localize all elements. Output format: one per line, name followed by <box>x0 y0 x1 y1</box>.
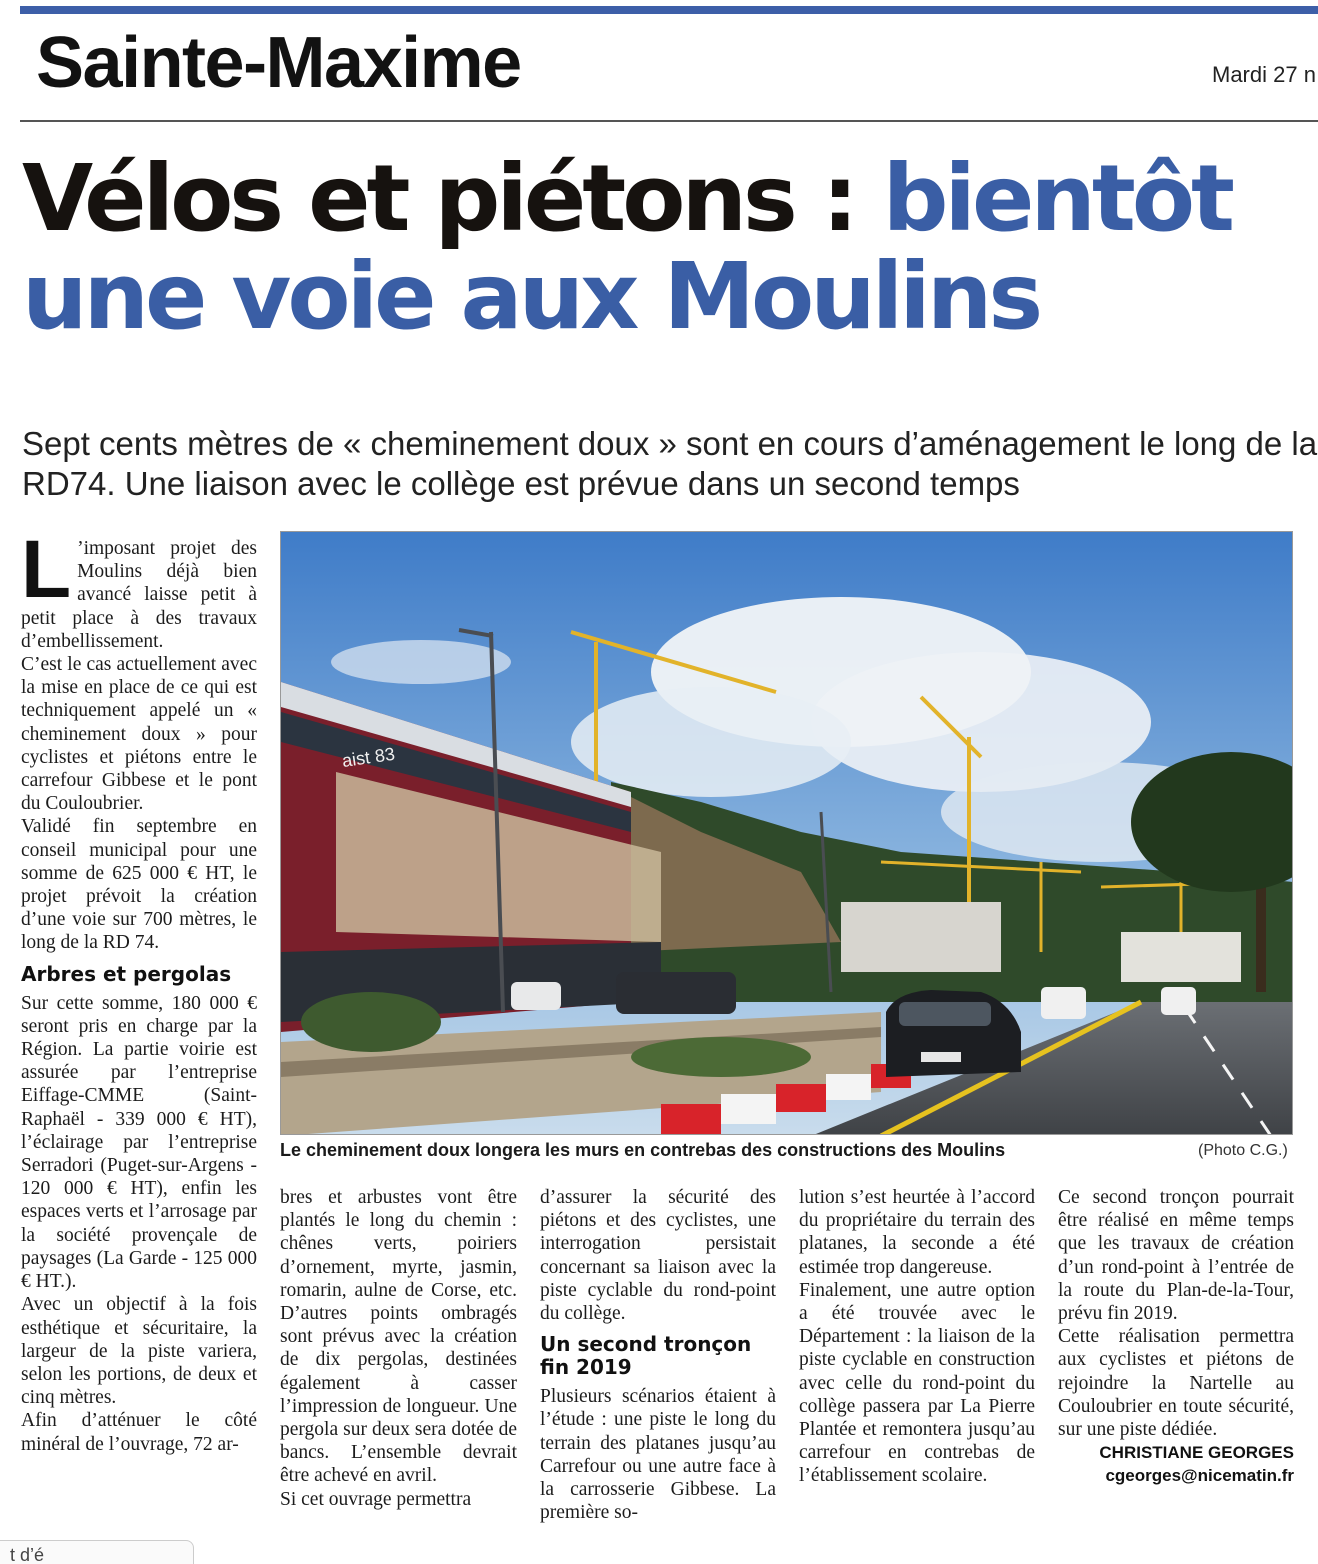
building-sign: aist 83 <box>340 743 397 771</box>
paragraph: Avec un objectif à la fois esthétique et sécuritaire, la largeur de la piste variera, selon les portions, de deux et cinq mètres. <box>21 1294 257 1409</box>
headline <box>22 145 1318 350</box>
shrubs <box>301 992 441 1052</box>
car-renault <box>886 990 1021 1077</box>
photo-illustration <box>281 532 1293 1135</box>
article-column-4 <box>799 1186 1035 1488</box>
paragraph: C’est le cas actuellement avec la mise en place de ce qui est techniquement appelé un « cheminement doux » pour cyclistes et piétons entre le carrefour Gibbese et le pont du Couloubrier. <box>21 654 257 815</box>
headline-blue: bientôt une voie aux Moulins <box>22 145 1232 350</box>
paragraph: d’assurer la sécurité des piétons et des cyclistes, une interrogation persistait concernant sa liaison avec la piste cyclable du rond-point du collège. <box>540 1187 776 1325</box>
headline-dark: Vélos et piétons : <box>22 145 883 252</box>
author-name: CHRISTIANE GEORGES <box>1099 1443 1294 1463</box>
paragraph: lution s’est heurtée à l’accord du propriétaire du terrain des platanes, la seconde a été estimée trop dangereuse. <box>799 1187 1035 1278</box>
header-rule <box>20 120 1318 122</box>
article-column-3 <box>540 1186 776 1524</box>
section-title: Sainte-Maxime <box>36 23 521 103</box>
car <box>1161 987 1196 1015</box>
paragraph: Cette réalisation permettra aux cyclistes et piétons de rejoindre la Nartelle au Couloubrier en toute sécurité, sur une piste dédiée. <box>1058 1326 1294 1441</box>
top-rule <box>20 6 1318 14</box>
shrubs <box>631 1037 811 1077</box>
parked-car <box>616 972 736 1014</box>
paragraph: Validé fin septembre en conseil municipal pour une somme de 625 000 € HT, le projet prévoit la création d’une voie sur 700 mètres, le long de la RD 74. <box>21 816 257 954</box>
standfirst: Sept cents mètres de « cheminement doux » sont en cours d’aménagement le long de la RD74. Une liaison avec le collège est prévue dans un second temps <box>22 425 1318 502</box>
author-email: cgeorges@nicematin.fr <box>1105 1466 1294 1486</box>
header-date: Mardi 27 n <box>1212 62 1316 87</box>
article-photo <box>280 531 1293 1135</box>
drop-cap: L <box>21 524 72 615</box>
car <box>1041 987 1086 1019</box>
subheading-arbres: Arbres et pergolas <box>21 961 232 986</box>
page-tab[interactable]: t d’é <box>0 1540 194 1564</box>
paragraph: Finalement, une autre option a été trouvée avec le Département : la liaison de la piste cyclable en construction avec celle du rond-point du collège passera par La Pierre Plantée et remontera jusqu’au carrefour en contrebas de l’établissement scolaire. <box>799 1279 1035 1487</box>
white-building <box>1121 932 1241 982</box>
photo-caption: Le cheminement doux longera les murs en contrebas des constructions des Moulins <box>280 1140 1006 1160</box>
paragraph: Si cet ouvrage permettra <box>280 1488 472 1510</box>
article-column-5 <box>1058 1186 1294 1487</box>
article-column-1 <box>21 524 257 1456</box>
subheading-second-troncon: Un second tronçon fin 2019 <box>540 1332 752 1380</box>
paragraph: Afin d’atténuer le côté minéral de l’ouvrage, 72 ar- <box>21 1410 257 1455</box>
paragraph: Ce second tronçon pourrait être réalisé en même temps que les travaux de création d’un rond-point à l’entrée de la route du Plan-de-la-Tour, prévu fin 2019. <box>1058 1187 1294 1325</box>
paragraph: Plusieurs scénarios étaient à l’étude : une piste le long du terrain des platanes jusqu’au Carrefour ou une autre face à la carrosserie Gibbese. La première so- <box>540 1386 776 1524</box>
article-column-2 <box>280 1186 517 1511</box>
cloud <box>331 640 511 684</box>
white-building <box>841 902 1001 972</box>
paragraph: bres et arbustes vont être plantés le long du chemin : chênes verts, poiriers d’ornement, myrte, jasmin, romarin, aulne de Corse, etc. D’autres points ombragés sont prévus avec la création de dix pergolas, destinées également à casser l’impression de longueur. Une pergola sur deux sera dotée de bancs. L’ensemble devrait être achevé en avril. <box>280 1187 517 1487</box>
photo-credit: (Photo C.G.) <box>1198 1142 1288 1159</box>
paragraph-intro: L ’imposant projet des Moulins déjà bien avancé laisse petit à petit place à des travaux d’embellissement. <box>21 524 257 652</box>
paragraph: Sur cette somme, 180 000 € seront pris en charge par la Région. La partie voirie est assurée par l’entreprise Eiffage-CMME (Saint-Raphaël - 339 000 € HT), l’éclairage par l’entreprise Serradori (Puget-sur-Argens - 120 000 € HT), enfin les espaces verts et l’arrosage par la société provençale de paysages (La Garde - 125 000 € HT.). <box>21 992 257 1293</box>
cloud <box>571 687 851 797</box>
parked-car <box>511 982 561 1010</box>
